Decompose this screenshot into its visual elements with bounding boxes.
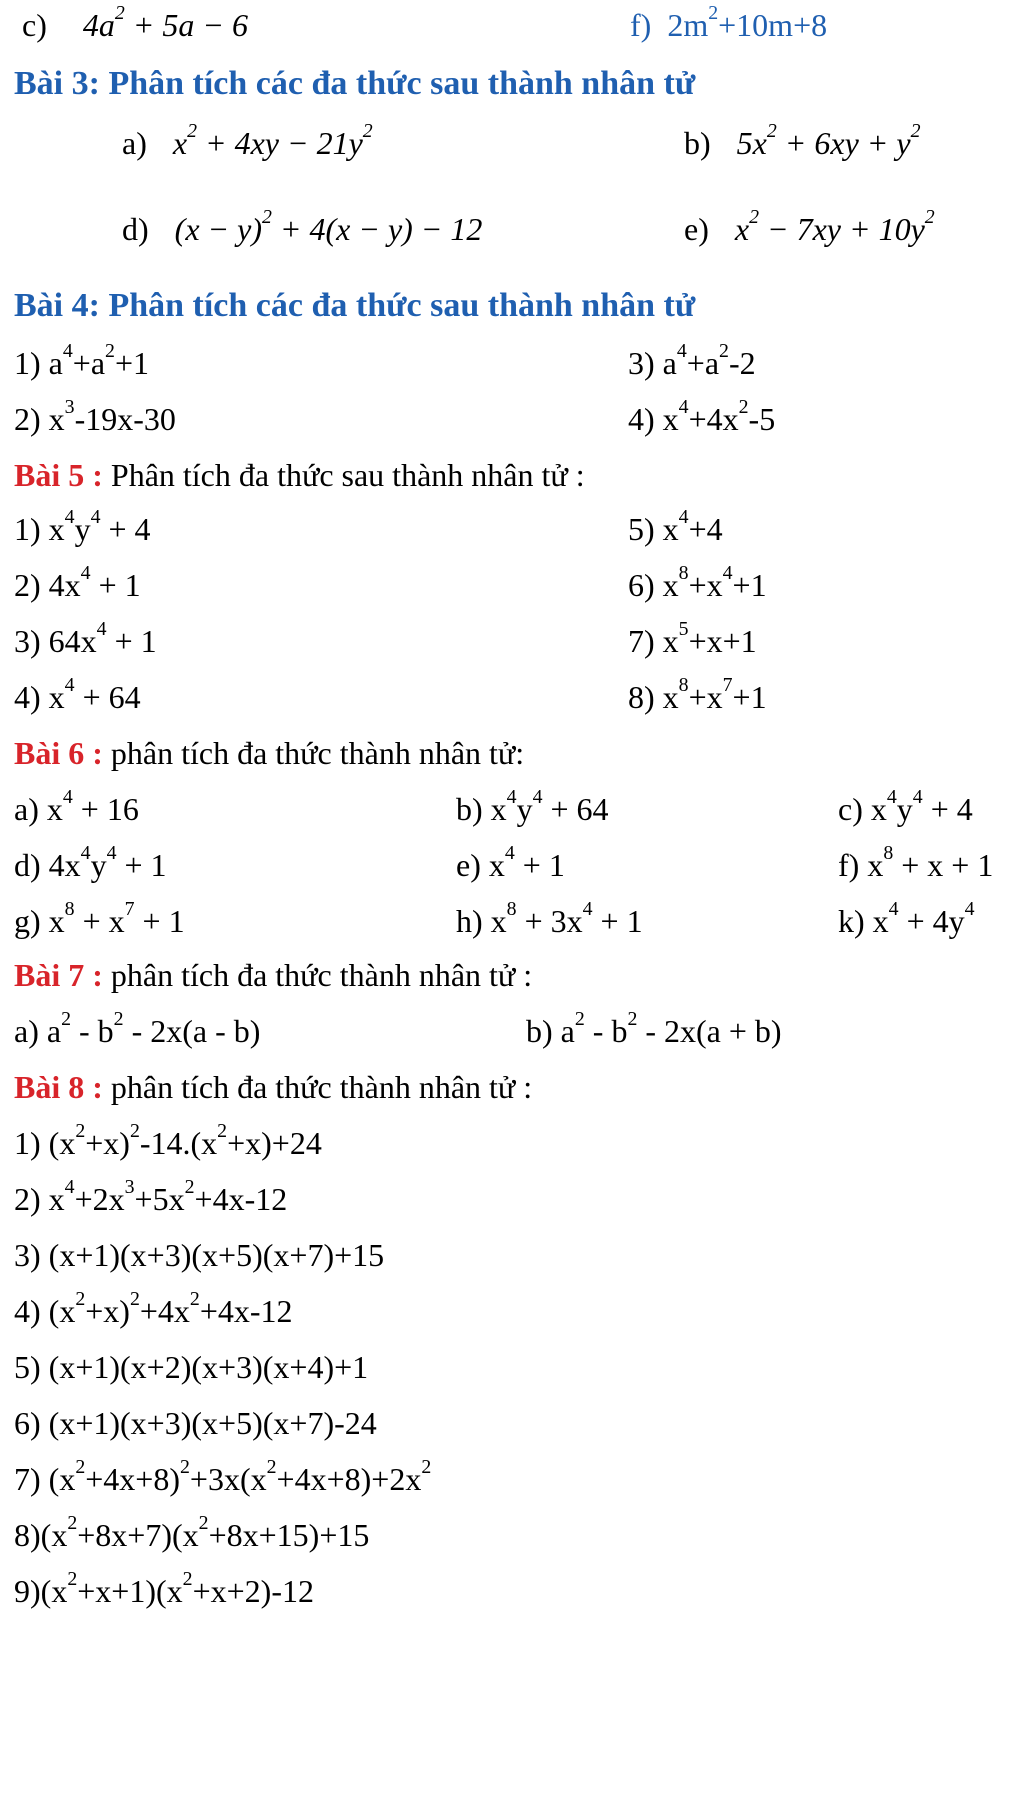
bai4-title: Bài 4: Phân tích các đa thức sau thành nhân tử [14,287,696,324]
bai3-row-1 [0,118,1024,168]
expr-bai8-7: $(x^2+4x+8)^2+3x(x^2+4x+8)+2x^2$ [48,1456,432,1497]
partial-top-row [0,0,1024,50]
bai8-item-7: 7) $(x^2+4x+8)^2+3x(x^2+4x+8)+2x^2$ [14,1456,432,1497]
bai5-tag: Bài 5 : [14,457,103,493]
bai7-tag: Bài 7 : [14,957,103,993]
expr-bai4-2: $x^3-19x-30$ [48,396,176,437]
bai6-item-k: k) $x^4 + 4y^4$ [838,898,975,939]
bai6-row-1 [0,784,1024,834]
expr-bai6-k: $x^4 + 4y^4$ [872,898,975,939]
bai7-item-a: a) $a^2 - b^2 - 2x(a - b)$ [14,1008,261,1049]
expr-bai7-a: $a^2 - b^2 - 2x(a - b)$ [46,1008,261,1049]
bai4-item-1: 1) $a^4+a^2+1$ [14,340,149,381]
bai5-item-2: 2) $4x^4 + 1$ [14,562,141,603]
bai3-item-b: b) $5x^2 + 6xy + y^2$ [684,120,921,161]
bai7-row-1 [0,1006,1024,1056]
bai4-item-2: 2) $x^3-19x-30$ [14,396,176,437]
expr-bai5-8: $x^8+x^7+1$ [662,674,767,715]
bai6-item-b: b) $x^4y^4 + 64$ [456,786,609,827]
bai5-item-4: 4) $x^4 + 64$ [14,674,141,715]
bai5-row-4 [0,672,1024,722]
bai8-item-2: 2) $x^4+2x^3+5x^2+4x-12$ [14,1176,288,1217]
expr-bai4-4: $x^4+4x^2-5$ [662,396,776,437]
bai8-item-5: 5) (x+1)(x+2)(x+3)(x+4)+1 [14,1349,369,1385]
expr-bai5-1: $x^4y^4 + 4$ [48,506,151,547]
expr-bai8-8: $(x^2+8x+7)(x^2+8x+15)+15$ [40,1512,370,1553]
bai5-item-7: 7) $x^5+x+1$ [628,618,757,659]
bai6-row-2 [0,840,1024,890]
expr-bai3-d: $(x - y)^2 + 4(x - y) - 12$ [174,206,483,247]
bai3-item-e: e) $x^2 - 7xy + 10y^2$ [684,206,935,247]
bai6-item-h: h) $x^8 + 3x^4 + 1$ [456,898,643,939]
expr-bai6-b: $x^4y^4 + 64$ [490,786,609,827]
expr-f: $2m^2+10m+8$ [667,2,828,43]
bai6-title-text: phân tích đa thức thành nhân tử: [110,735,525,771]
bai5-title [14,450,585,500]
bai4-item-3: 3) $a^4+a^2-2$ [628,340,756,381]
bai6-title [14,728,524,778]
bai3-row-2 [0,204,1024,254]
bai8-item-9: $9)(x^2+x+1)(x^2+x+2)-12$ [14,1568,314,1609]
bai5-item-5: 5) $x^4+4$ [628,506,723,547]
expr-bai8-2: $x^4+2x^3+5x^2+4x-12$ [48,1176,288,1217]
bai6-row-3 [0,896,1024,946]
bai6-item-f: f) $x^8 + x + 1$ [838,842,994,883]
bai7-title-text: phân tích đa thức thành nhân tử : [110,957,533,993]
expr-bai8-6: (x+1)(x+3)(x+5)(x+7)-24 [48,1405,377,1441]
bai4-row-1 [0,338,1024,388]
bai6-item-d: d) $4x^4y^4 + 1$ [14,842,167,883]
bai6-item-a: a) $x^4 + 16$ [14,786,139,827]
bai6-item-e: e) $x^4 + 1$ [456,842,565,883]
expr-bai4-3: $a^4+a^2-2$ [662,340,756,381]
bai7-title [14,950,532,1000]
bai8-item-6: 6) (x+1)(x+3)(x+5)(x+7)-24 [14,1405,377,1441]
bai3-title: Bài 3: Phân tích các đa thức sau thành nhân tử [14,65,696,102]
expr-bai8-5: (x+1)(x+2)(x+3)(x+4)+1 [48,1349,369,1385]
expr-bai8-9: $(x^2+x+1)(x^2+x+2)-12$ [40,1568,314,1609]
bai5-row-1 [0,504,1024,554]
expr-bai3-a: $x^2 + 4xy - 21y^2$ [172,120,373,161]
expr-bai6-f: $x^8 + x + 1$ [867,842,994,883]
bai5-item-8: 8) $x^8+x^7+1$ [628,674,767,715]
expr-bai5-5: $x^4+4$ [662,506,723,547]
expr-bai6-e: $x^4 + 1$ [488,842,565,883]
bai4-item-4: 4) $x^4+4x^2-5$ [628,396,776,437]
bai5-item-3: 3) $64x^4 + 1$ [14,618,157,659]
bai8-title [14,1062,532,1112]
expr-bai6-c: $x^4y^4 + 4$ [870,786,973,827]
expr-bai5-6: $x^8+x^4+1$ [662,562,767,603]
bai5-item-6: 6) $x^8+x^4+1$ [628,562,767,603]
expr-bai5-3: $64x^4 + 1$ [48,618,157,659]
expr-bai6-h: $x^8 + 3x^4 + 1$ [490,898,643,939]
bai6-item-g: g) $x^8 + x^7 + 1$ [14,898,185,939]
expr-bai8-1: $(x^2+x)^2-14.(x^2+x)+24$ [48,1120,322,1161]
expr-bai4-1: $a^4+a^2+1$ [48,340,149,381]
bai8-item-3: 3) (x+1)(x+3)(x+5)(x+7)+15 [14,1237,385,1273]
bai8-tag: Bài 8 : [14,1069,103,1105]
bai5-row-3 [0,616,1024,666]
item-c: c) $4a^2 + 5a - 6$ [22,2,248,43]
bai5-item-1: 1) $x^4y^4 + 4$ [14,506,151,547]
bai8-item-8: $8)(x^2+8x+7)(x^2+8x+15)+15$ [14,1512,370,1553]
expr-bai5-7: $x^5+x+1$ [662,618,757,659]
bai6-item-c: c) $x^4y^4 + 4$ [838,786,973,827]
bai8-title-text: phân tích đa thức thành nhân tử : [110,1069,533,1105]
bai5-row-2 [0,560,1024,610]
expr-bai3-b: $5x^2 + 6xy + y^2$ [736,120,921,161]
expr-bai6-d: $4x^4y^4 + 1$ [48,842,167,883]
bai3-item-a: a) $x^2 + 4xy - 21y^2$ [122,120,373,161]
expr-bai7-b: $a^2 - b^2 - 2x(a + b)$ [560,1008,782,1049]
bai6-tag: Bài 6 : [14,735,103,771]
bai7-item-b: b) $a^2 - b^2 - 2x(a + b)$ [526,1008,782,1049]
expr-bai8-4: $(x^2+x)^2+4x^2+4x-12$ [48,1288,293,1329]
bai8-item-1: 1) $(x^2+x)^2-14.(x^2+x)+24$ [14,1120,322,1161]
expr-bai3-e: $x^2 - 7xy + 10y^2$ [734,206,935,247]
expr-bai6-a: $x^4 + 16$ [46,786,139,827]
expr-bai5-2: $4x^4 + 1$ [48,562,141,603]
expr-c: $4a^2 + 5a - 6$ [82,2,248,43]
bai8-item-4: 4) $(x^2+x)^2+4x^2+4x-12$ [14,1288,293,1329]
bai4-row-2 [0,394,1024,444]
bai5-title-text: Phân tích đa thức sau thành nhân tử : [110,457,585,493]
expr-bai6-g: $x^8 + x^7 + 1$ [48,898,185,939]
expr-bai5-4: $x^4 + 64$ [48,674,141,715]
item-f: f) $2m^2+10m+8$ [630,2,828,43]
expr-bai8-3: (x+1)(x+3)(x+5)(x+7)+15 [48,1237,385,1273]
bai3-item-d: d) $(x - y)^2 + 4(x - y) - 12$ [122,206,483,247]
